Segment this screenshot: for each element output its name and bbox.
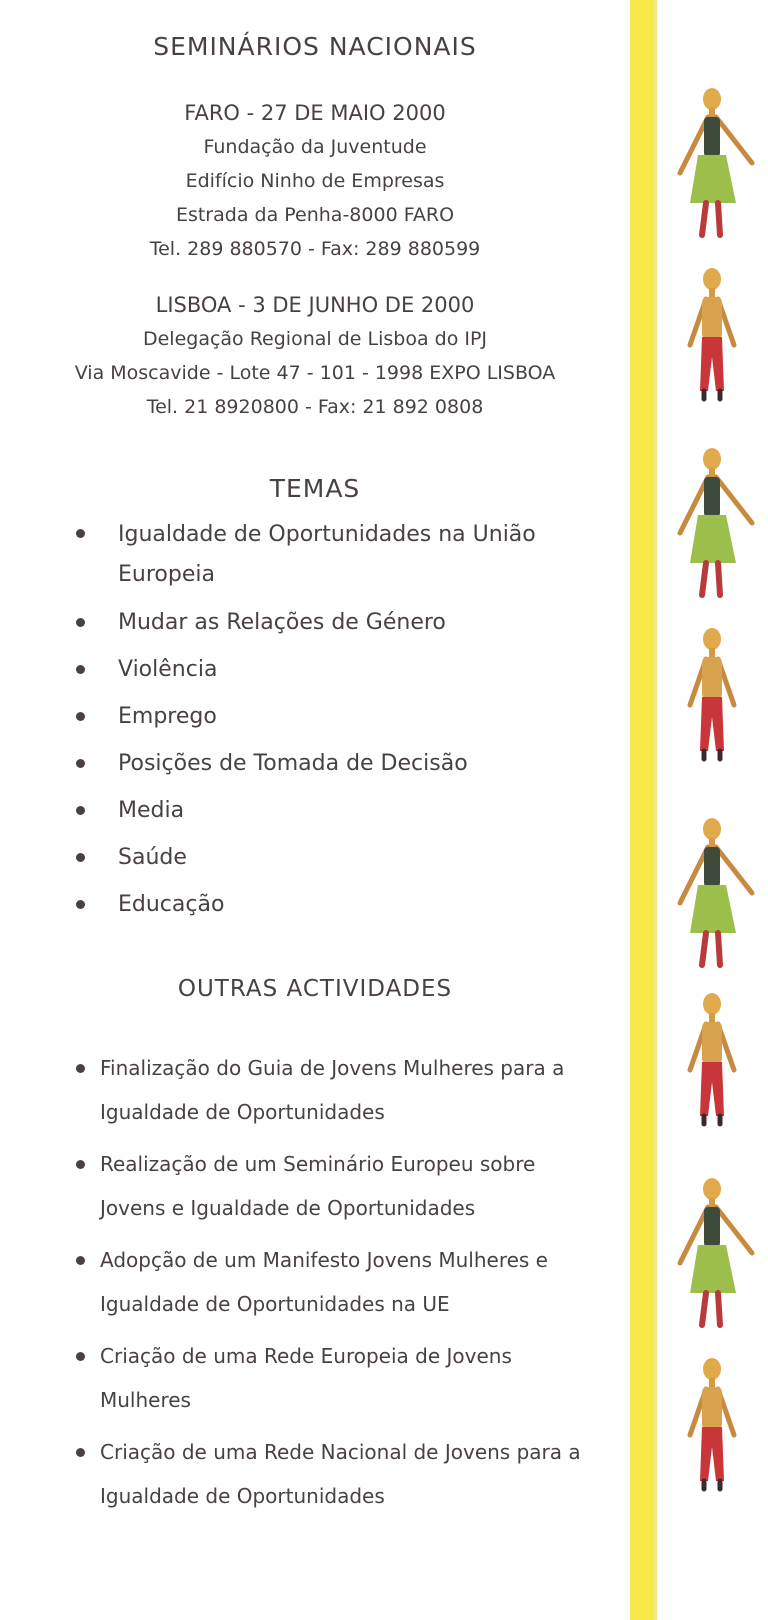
- lisboa-phone: Tel. 21 8920800 - Fax: 21 892 0808: [146, 396, 484, 418]
- figure-doll-icon: [660, 445, 764, 615]
- bullet-icon: [76, 1352, 85, 1361]
- temas-list: [80, 512, 600, 928]
- faro-line: Estrada da Penha-8000 FARO: [175, 204, 455, 226]
- temas-item: Posições de Tomada de Decisão: [118, 751, 468, 776]
- doll-column: [660, 0, 768, 1620]
- figure-doll-icon: [660, 815, 764, 985]
- list-item: [80, 646, 600, 693]
- outras-item: Adopção de um Manifesto Jovens Mulheres e Igualdade de Oportunidades na UE: [100, 1248, 548, 1316]
- bullet-icon: [76, 1256, 85, 1265]
- lisboa-heading: LISBOA - 3 DE JUNHO DE 2000: [155, 293, 475, 317]
- yellow-stripe-edge: [654, 0, 657, 1620]
- bullet-icon: [76, 1448, 85, 1457]
- list-item: [76, 1430, 596, 1518]
- outras-list: [76, 1046, 596, 1526]
- temas-title: TEMAS: [269, 474, 361, 503]
- lisboa-block: [0, 288, 630, 424]
- bullet-icon: [76, 1160, 85, 1169]
- outras-item: Criação de uma Rede Europeia de Jovens Mulheres: [100, 1344, 512, 1412]
- list-item: [80, 599, 600, 646]
- faro-block: [0, 96, 630, 266]
- temas-item: Emprego: [118, 704, 217, 729]
- temas-item: Saúde: [118, 845, 187, 870]
- figure-doll-icon: [660, 1355, 764, 1525]
- yellow-stripe: [630, 0, 654, 1620]
- faro-line: Edifício Ninho de Empresas: [185, 170, 445, 192]
- figure-doll-icon: [660, 1175, 764, 1345]
- temas-item: Educação: [118, 892, 225, 917]
- outras-title: OUTRAS ACTIVIDADES: [177, 976, 453, 1002]
- list-item: [76, 1142, 596, 1230]
- seminarios-title: SEMINÁRIOS NACIONAIS: [153, 32, 477, 61]
- temas-item: Igualdade de Oportunidades na União Europeia: [118, 522, 536, 587]
- bullet-icon: [76, 853, 85, 862]
- list-item: [80, 834, 600, 881]
- list-item: [80, 881, 600, 928]
- bullet-icon: [76, 1064, 85, 1073]
- list-item: [80, 693, 600, 740]
- bullet-icon: [76, 665, 85, 674]
- list-item: [76, 1238, 596, 1326]
- list-item: [80, 740, 600, 787]
- lisboa-line: Via Moscavide - Lote 47 - 101 - 1998 EXPO LISBOA: [74, 362, 556, 384]
- faro-phone: Tel. 289 880570 - Fax: 289 880599: [149, 238, 481, 260]
- bullet-icon: [76, 806, 85, 815]
- temas-item: Media: [118, 798, 185, 823]
- temas-item: Mudar as Relações de Género: [118, 610, 446, 635]
- figure-doll-icon: [660, 85, 764, 255]
- lisboa-line: Delegação Regional de Lisboa do IPJ: [142, 328, 488, 350]
- bullet-icon: [76, 900, 85, 909]
- list-item: [76, 1046, 596, 1134]
- bullet-icon: [76, 529, 85, 538]
- outras-item: Criação de uma Rede Nacional de Jovens para a Igualdade de Oportunidades: [100, 1440, 581, 1508]
- temas-item: Violência: [118, 657, 218, 682]
- list-item: [80, 787, 600, 834]
- faro-line: Fundação da Juventude: [203, 136, 427, 158]
- bullet-icon: [76, 759, 85, 768]
- figure-doll-icon: [660, 265, 764, 435]
- list-item: [76, 1334, 596, 1422]
- figure-doll-icon: [660, 625, 764, 795]
- outras-item: Realização de um Seminário Europeu sobre Jovens e Igualdade de Oportunidades: [100, 1152, 536, 1220]
- bullet-icon: [76, 712, 85, 721]
- figure-doll-icon: [660, 990, 764, 1160]
- outras-item: Finalização do Guia de Jovens Mulheres para a Igualdade de Oportunidades: [100, 1056, 565, 1124]
- list-item: [80, 512, 600, 599]
- bullet-icon: [76, 618, 85, 627]
- faro-heading: FARO - 27 DE MAIO 2000: [184, 101, 446, 125]
